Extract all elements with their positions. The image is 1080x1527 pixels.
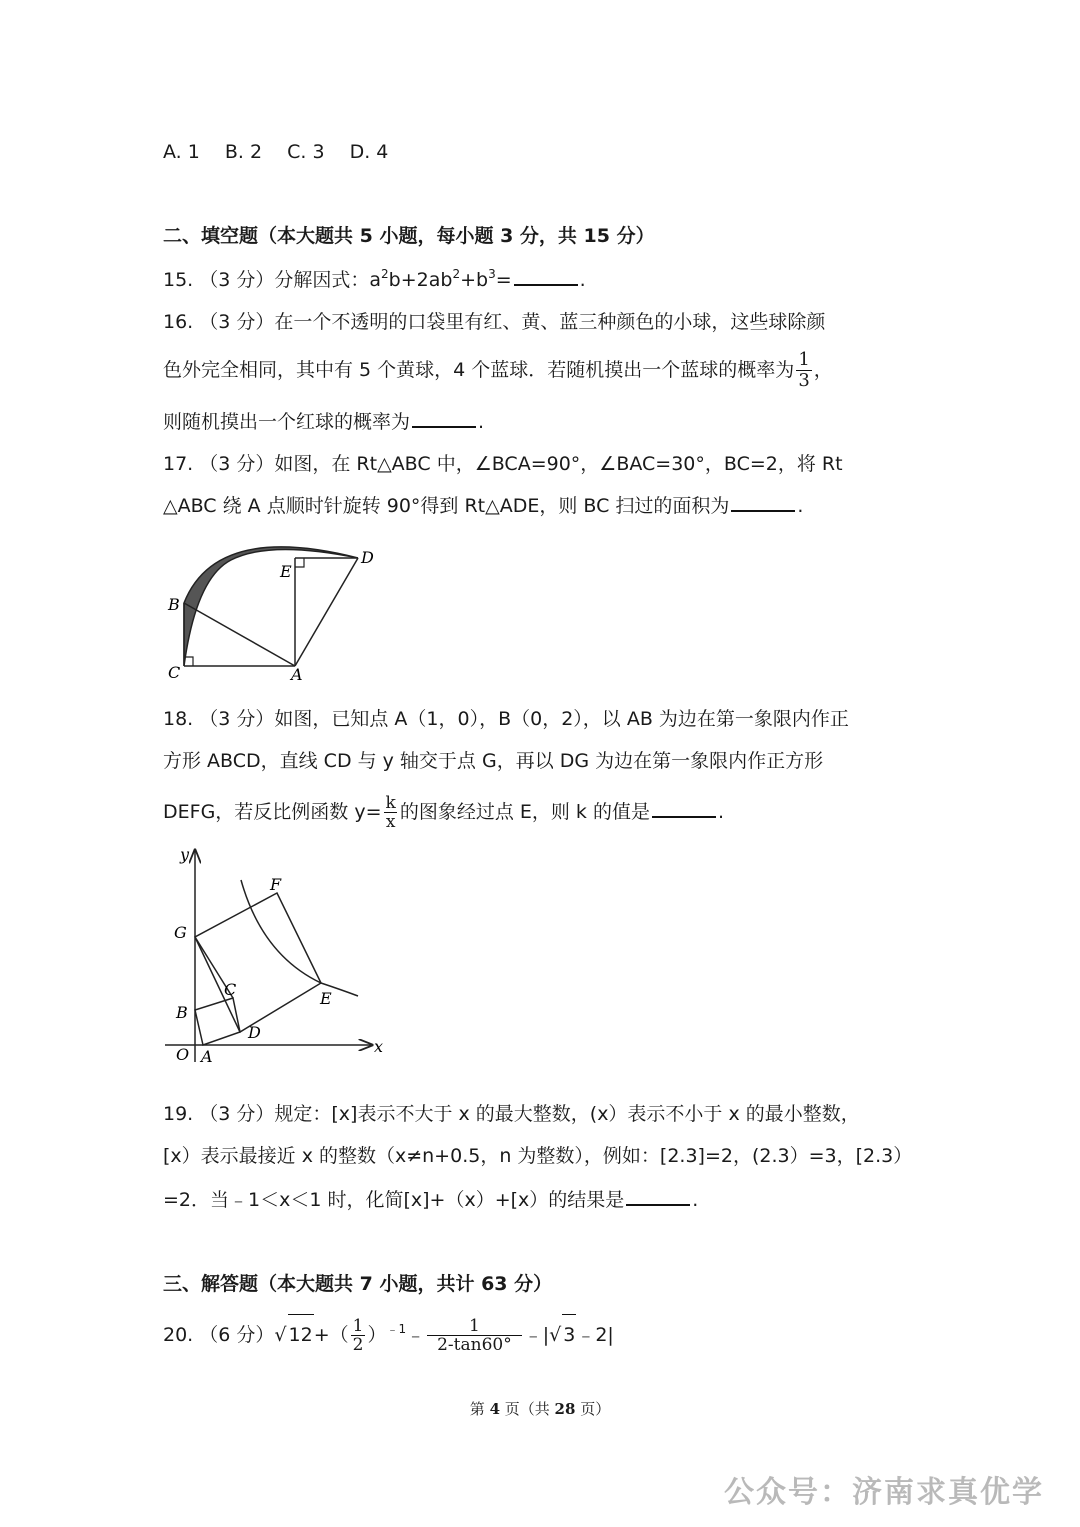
answer-blank — [731, 492, 795, 512]
label-C: C — [168, 663, 181, 682]
q16-line2-end: ， — [813, 359, 833, 381]
answer-blank — [626, 1186, 690, 1206]
segment-AD — [295, 558, 358, 666]
q15-end: . — [579, 269, 586, 291]
q16-line3 — [163, 408, 484, 436]
q20-plus: +（ — [313, 1324, 349, 1346]
q20-minus: ﹣ — [406, 1324, 426, 1346]
label-C: C — [224, 980, 237, 999]
q16-line2 — [163, 350, 833, 391]
page-footer: 第 4 页（共 28 页） — [469, 1400, 611, 1418]
label-O: O — [176, 1045, 190, 1064]
watermark: 公众号：济南求真优学 — [724, 1475, 1044, 1510]
page-total: 28 — [554, 1400, 576, 1418]
figure-18 — [160, 840, 400, 1070]
q15-part1: b+2ab — [388, 269, 453, 291]
q17-end: . — [797, 495, 804, 517]
label-x: x — [374, 1037, 384, 1056]
section-3-title: 三、解答题（本大题共 7 小题，共计 63 分） — [163, 1273, 553, 1295]
q20-prefix: 20. （6 分） — [163, 1324, 275, 1346]
sqrt-icon: √ — [274, 1324, 287, 1346]
label-D: D — [361, 548, 374, 567]
q20-exponent: ﹣1 — [386, 1322, 407, 1336]
answer-blank — [652, 798, 716, 818]
label-E: E — [320, 989, 332, 1008]
sqrt-12: 12 — [288, 1314, 314, 1355]
q18-line1: 18. （3 分）如图，已知点 A（1，0），B（0，2），以 AB 为边在第一象限内作正 — [163, 708, 849, 730]
q17-line2-text: △ABC 绕 A 点顺时针旋转 90°得到 Rt△ADE，则 BC 扫过的面积为 — [163, 495, 730, 517]
q17-line2 — [163, 492, 803, 520]
q16-line2-text: 色外完全相同，其中有 5 个黄球，4 个蓝球．若随机摸出一个蓝球的概率为 — [163, 359, 795, 381]
q15-part2: +b — [460, 269, 489, 291]
q17-line1: 17. （3 分）如图，在 Rt△ABC 中，∠BCA=90°，∠BAC=30°，BC=2，将 Rt — [163, 453, 843, 475]
section-2-title: 二、填空题（本大题共 5 小题，每小题 3 分，共 15 分） — [163, 225, 655, 247]
q18-line2: 方形 ABCD，直线 CD 与 y 轴交于点 G，再以 DG 为边在第一象限内作正方形 — [163, 750, 824, 772]
q20-tail-a: ﹣| — [523, 1324, 550, 1346]
q19-line3-text: =2．当﹣1＜x＜1 时，化简[x]+（x）+[x）的结果是 — [163, 1189, 625, 1211]
sqrt-icon: √ — [549, 1324, 562, 1346]
q16-end: . — [478, 411, 485, 433]
q15-part3: = — [495, 269, 512, 291]
fraction-one-third: $\frac{1}{3}$ — [798, 349, 810, 391]
q15-prefix: 15. （3 分）分解因式：a — [163, 269, 382, 291]
fraction-tan: $\frac{1}{2-\tan 60^\circ}$ — [427, 1317, 522, 1354]
label-B: B — [168, 595, 180, 614]
q14-options: A. 1 B. 2 C. 3 D. 4 — [163, 141, 389, 163]
label-y: y — [180, 845, 190, 864]
label-A: A — [201, 1047, 213, 1066]
answer-blank — [412, 408, 476, 428]
q19-line3 — [163, 1186, 698, 1214]
label-G: G — [174, 923, 187, 942]
q19-line1: 19. （3 分）规定：[x]表示不大于 x 的最大整数，(x）表示不小于 x 的最小整数， — [163, 1103, 860, 1125]
q18-line3-a: DEFG，若反比例函数 y= — [163, 801, 382, 823]
q16-line1: 16. （3 分）在一个不透明的口袋里有红、黄、蓝三种颜色的小球，这些球除颜 — [163, 311, 826, 333]
page-number: 4 — [489, 1400, 500, 1418]
q16-line3-text: 则随机摸出一个红球的概率为 — [163, 411, 411, 433]
q18-end: . — [717, 801, 724, 823]
shaded-region — [184, 547, 358, 666]
q19-end: . — [692, 1189, 699, 1211]
fraction-k-over-x: $\frac{k}{x}$ — [385, 793, 396, 832]
q20-close: ） — [367, 1324, 387, 1346]
fraction-one-half: $\frac{1}{2}$ — [352, 1316, 364, 1355]
right-angle-E — [295, 558, 304, 567]
label-E: E — [280, 562, 292, 581]
label-A: A — [291, 665, 303, 684]
q18-line3-b: 的图象经过点 E，则 k 的值是 — [399, 801, 650, 823]
question-20 — [163, 1314, 614, 1355]
square-ABCD — [195, 998, 240, 1045]
label-D: D — [248, 1023, 261, 1042]
sqrt-3: 3 — [562, 1314, 576, 1355]
square-DEFG — [195, 893, 321, 1032]
q20-tail-b: ﹣2| — [576, 1324, 614, 1346]
label-F: F — [270, 875, 282, 894]
answer-blank — [514, 266, 578, 286]
label-B: B — [176, 1003, 188, 1022]
segment-BA — [184, 603, 295, 666]
q18-line3 — [163, 794, 724, 831]
question-15: 15. （3 分）分解因式：$a^2b+2ab^2+b^3=$ . — [163, 267, 586, 291]
figure-17 — [160, 538, 390, 688]
q19-line2: [x）表示最接近 x 的整数（x≠n+0.5，n 为整数），例如：[2.3]=2，(2.3）=3，[2.3） — [163, 1145, 913, 1167]
